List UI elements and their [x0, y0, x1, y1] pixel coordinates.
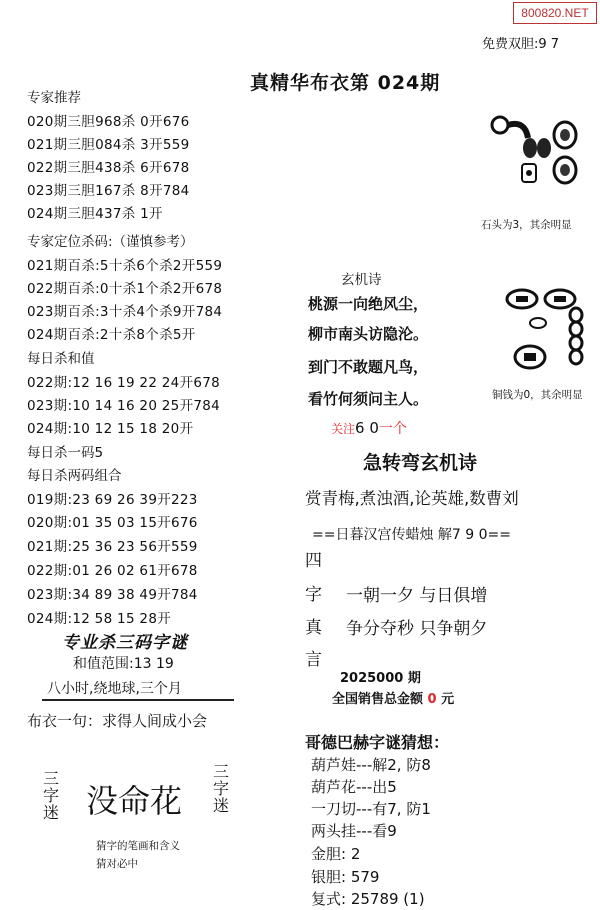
poem-line: 到门不敢题凡鸟， — [308, 358, 429, 376]
page-title: 真精华布衣第 024期 — [250, 72, 441, 94]
position-kill-heading: 专家定位杀码:（谨慎参考） — [27, 234, 194, 250]
coin-illustration — [500, 285, 595, 385]
three-char-left-label: 三字迷 — [42, 769, 59, 822]
position-kill-line: 023期百杀:3十杀4个杀9开784 — [27, 304, 223, 320]
turn-line: 赏青梅,煮浊酒,论英雄,数曹刘 — [305, 489, 519, 508]
daily-sum-line: 023期:10 14 16 20 25开784 — [27, 398, 221, 414]
expert-line: 022期三胆438杀 6开678 — [27, 160, 190, 176]
free-double-pick: 免费双胆:9 7 — [482, 37, 560, 52]
daily-two-line: 020期:01 35 03 15开676 — [27, 515, 198, 531]
poem-line: 柳市南头访隐沦。 — [308, 325, 429, 343]
poem-focus — [331, 418, 407, 438]
combo-pick: 复式: 25789 (1) — [311, 890, 425, 908]
silver-pick: 银胆: 579 — [311, 868, 380, 886]
stone-illustration — [470, 100, 590, 210]
gold-pick: 金胆: 2 — [311, 845, 361, 863]
position-kill-line: 022期百杀:0十杀1个杀2开678 — [27, 281, 223, 297]
goldbach-line: 葫芦娃---解2, 防8 — [311, 756, 431, 774]
daily-sum-heading: 每日杀和值 — [27, 351, 95, 367]
goldbach-line: 葫芦花---出5 — [311, 778, 397, 796]
riddle-line: 八小时,绕地球,三个月 — [47, 681, 182, 697]
daily-two-line: 019期:23 69 26 39开223 — [27, 492, 198, 508]
daily-two-line: 023期:34 89 38 49开784 — [27, 587, 198, 603]
goldbach-line: 一刀切---有7, 防1 — [311, 800, 431, 818]
focus-value: 6 0 — [355, 419, 379, 437]
poem-line: 看竹何须问主人。 — [308, 390, 429, 408]
poem-line: 桃源一向绝风尘， — [308, 295, 429, 313]
four-char-row: 一朝一夕 与日俱增 — [346, 586, 488, 606]
three-char-riddle: 没命花 — [86, 782, 183, 820]
coin-caption: 铜钱为0，其余明显 — [492, 389, 583, 401]
sales-unit: 元 — [441, 692, 455, 707]
turn-hint: ==日暮汉宫传蜡烛 解7 9 0== — [312, 527, 511, 543]
expert-line: 024期三胆437杀 1开 — [27, 206, 163, 222]
expert-line: 023期三胆167杀 8开784 — [27, 183, 190, 199]
riddle-heading: 专业杀三码字谜 — [62, 633, 188, 653]
stone-caption: 石头为3，其余明显 — [481, 219, 572, 231]
sales-value: 0 — [427, 692, 437, 707]
four-char-row: 争分夺秒 只争朝夕 — [346, 619, 488, 639]
divider — [42, 699, 234, 701]
daily-two-line: 022期:01 26 02 61开678 — [27, 563, 198, 579]
four-char-vertical-3: 真 — [305, 618, 322, 638]
three-char-hint: 猜字的笔画和含义 — [96, 840, 180, 852]
expert-line: 021期三胆084杀 3开559 — [27, 137, 190, 153]
daily-sum-line: 024期:10 12 15 18 20开 — [27, 421, 194, 437]
daily-sum-line: 022期:12 16 19 22 24开678 — [27, 375, 221, 391]
turn-heading: 急转弯玄机诗 — [363, 452, 478, 474]
daily-two-heading: 每日杀两码组合 — [27, 468, 122, 484]
daily-one-code: 每日杀一码5 — [27, 445, 104, 461]
expert-line: 020期三胆968杀 0开676 — [27, 114, 190, 130]
goldbach-heading: 哥德巴赫字谜猜想： — [305, 733, 450, 752]
sales-label: 全国销售总金额 — [332, 692, 424, 707]
four-char-vertical-1: 四 — [305, 551, 322, 571]
position-kill-line: 024期百杀:2十杀8个杀5开 — [27, 327, 196, 343]
daily-two-line: 024期:12 58 15 28开 — [27, 611, 172, 627]
three-char-hint: 猜对必中 — [96, 858, 138, 870]
three-char-right-label: 三字迷 — [212, 762, 229, 815]
sales-period: 2025000 期 — [340, 671, 421, 686]
site-watermark: 800820.NET — [513, 2, 597, 24]
daily-two-line: 021期:25 36 23 56开559 — [27, 539, 198, 555]
riddle-range: 和值范围:13 19 — [73, 656, 174, 672]
buyi-sentence: 布衣一句：求得人间成小会 — [27, 712, 208, 730]
sales-total — [332, 688, 454, 707]
position-kill-line: 021期百杀:5十杀6个杀2开559 — [27, 258, 223, 274]
expert-heading: 专家推荐 — [27, 90, 81, 106]
focus-suffix: 一个 — [378, 421, 407, 437]
four-char-vertical-4: 言 — [305, 650, 322, 670]
focus-label: 关注 — [331, 422, 356, 436]
poem-heading: 玄机诗 — [341, 272, 382, 288]
four-char-vertical-2: 字 — [305, 585, 322, 605]
goldbach-line: 两头挂---看9 — [311, 822, 397, 840]
